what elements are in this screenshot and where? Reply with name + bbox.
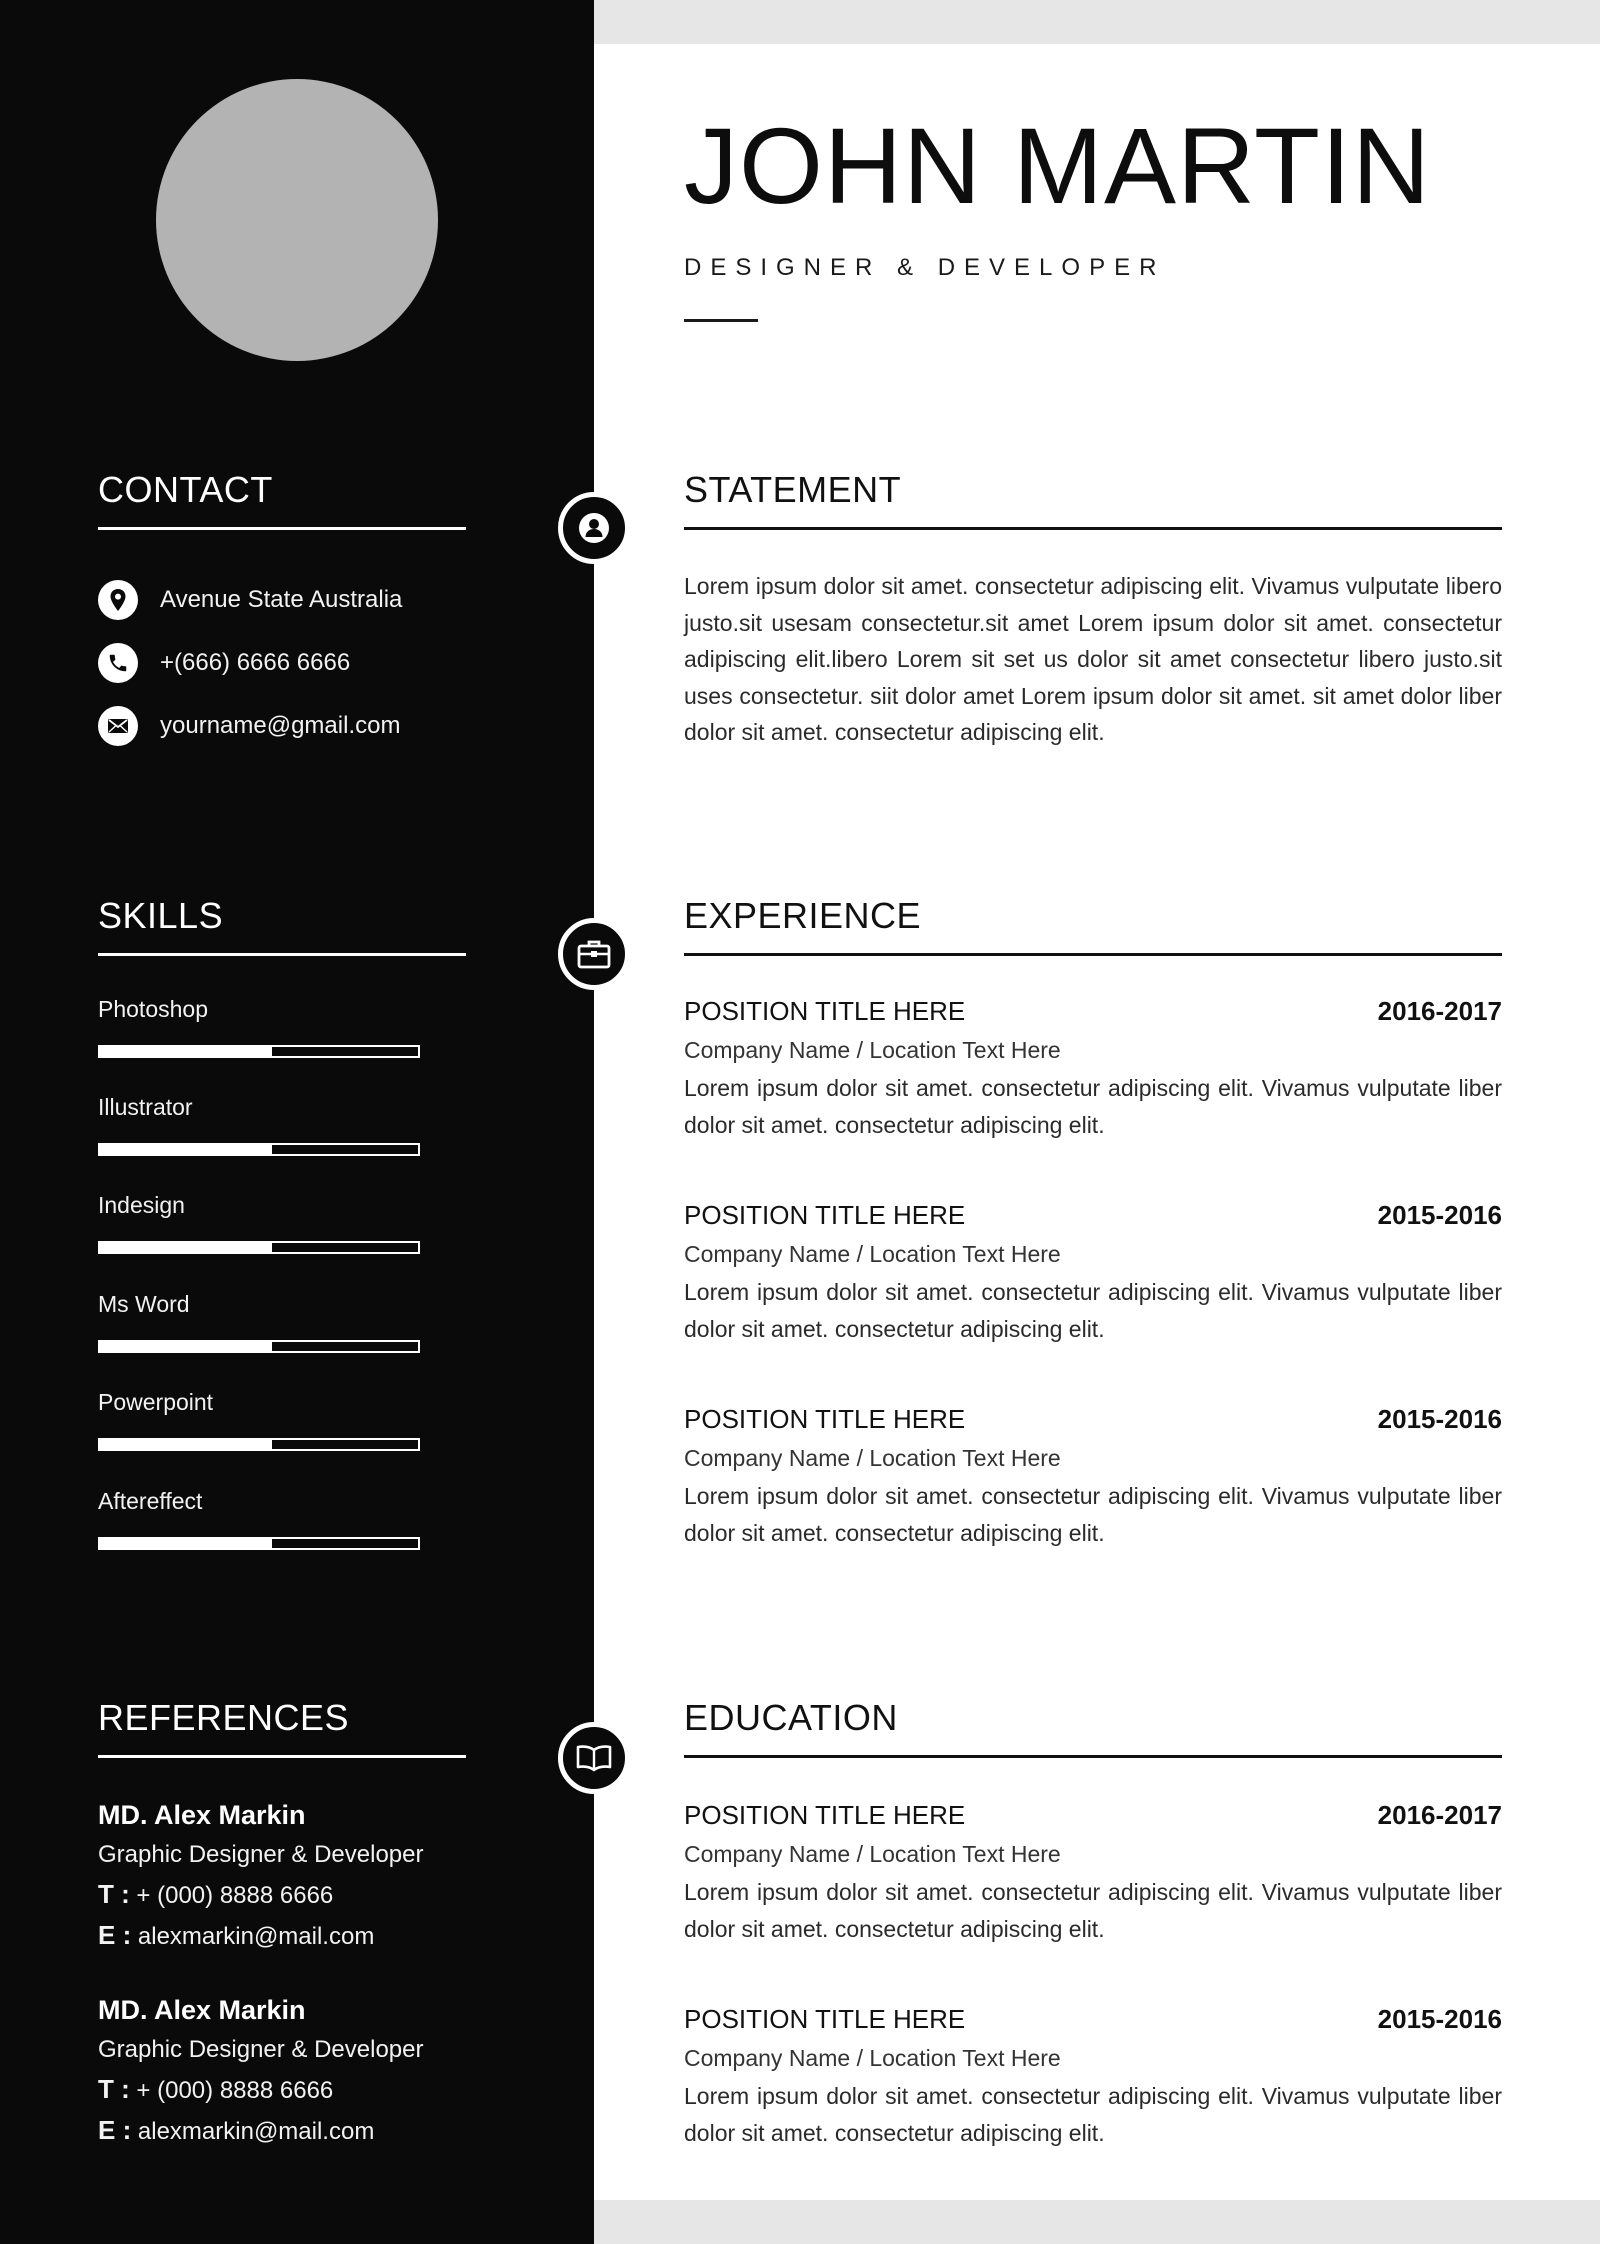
reference-email <box>98 1920 538 1951</box>
education-entry <box>684 2004 1502 2151</box>
entry-description: Lorem ipsum dolor sit amet. consectetur adipiscing elit. Vivamus vulputate liber dolor sit amet. consectetur adipiscing elit. <box>684 1483 1502 1546</box>
statement-heading: STATEMENT <box>684 469 1502 530</box>
entry-description: Lorem ipsum dolor sit amet. consectetur adipiscing elit. Vivamus vulputate liber dolor sit amet. consectetur adipiscing elit. <box>684 2083 1502 2146</box>
skill-name: Photoshop <box>98 996 208 1022</box>
bottom-margin-strip <box>594 2200 1600 2244</box>
contact-phone <box>98 643 350 683</box>
entry-company: Company Name / Location Text Here <box>684 1841 1061 1867</box>
reference-phone-label: T : <box>98 1879 130 1909</box>
contact-phone-text: +(666) 6666 6666 <box>160 649 351 676</box>
reference-phone <box>98 1879 538 1910</box>
skill-bar <box>98 1340 420 1353</box>
experience-heading: EXPERIENCE <box>684 895 1502 956</box>
entry-title: POSITION TITLE HERE <box>684 1200 966 1230</box>
briefcase-icon <box>577 939 611 969</box>
reference-phone-value: + (000) 8888 6666 <box>129 1882 334 1909</box>
skill-item <box>98 1291 420 1353</box>
reference-email-label: E : <box>98 2115 132 2145</box>
entry-description: Lorem ipsum dolor sit amet. consectetur adipiscing elit. Vivamus vulputate liber dolor sit amet. consectetur adipiscing elit. <box>684 1879 1502 1942</box>
phone-icon <box>98 643 138 683</box>
entry-title: POSITION TITLE HERE <box>684 1404 966 1434</box>
person-icon <box>578 512 610 544</box>
email-icon <box>98 706 138 746</box>
header-divider <box>684 319 758 322</box>
statement-text: Lorem ipsum dolor sit amet. consectetur adipiscing elit. Vivamus vulputate libero justo.sit usesam consectetur.sit amet Lorem ipsum dolor sit amet. consectetur adipiscing elit.libero Lorem sit set us dolor sit amet consectetur libero justo.sit uses consectetur. siit dolor amet Lorem ipsum dolor sit amet. sit amet dolor liber dolor sit amet. consectetur adipiscing elit. <box>684 573 1502 745</box>
reference-item <box>98 1800 538 1951</box>
entry-year: 2015-2016 <box>1377 2004 1502 2034</box>
contact-email <box>98 706 400 746</box>
reference-role: Graphic Designer & Developer <box>98 2036 424 2063</box>
skill-name: Powerpoint <box>98 1389 214 1415</box>
entry-title: POSITION TITLE HERE <box>684 996 966 1026</box>
experience-entry <box>684 1200 1502 1347</box>
contact-address-text: Avenue State Australia <box>160 586 403 613</box>
contact-email-text: yourname@gmail.com <box>160 712 401 739</box>
location-pin-icon <box>98 580 138 620</box>
reference-item <box>98 1995 538 2146</box>
skill-name: Aftereffect <box>98 1488 203 1514</box>
profile-photo-placeholder <box>156 79 438 361</box>
entry-company: Company Name / Location Text Here <box>684 2045 1061 2071</box>
skill-bar <box>98 1045 420 1058</box>
skills-heading: SKILLS <box>98 895 466 956</box>
reference-name: MD. Alex Markin <box>98 1800 306 1830</box>
entry-year: 2016-2017 <box>1377 996 1502 1026</box>
skill-bar-fill <box>100 1440 272 1449</box>
experience-section-icon <box>558 918 630 990</box>
entry-year: 2015-2016 <box>1377 1404 1502 1434</box>
skill-bar-fill <box>100 1243 272 1252</box>
statement-section-icon <box>558 492 630 564</box>
skill-bar-fill <box>100 1342 272 1351</box>
skill-bar <box>98 1143 420 1156</box>
person-title: DESIGNER & DEVELOPER <box>684 254 1166 281</box>
education-section-icon <box>558 1722 630 1794</box>
experience-entry <box>684 996 1502 1143</box>
skill-item <box>98 1192 420 1254</box>
education-entry <box>684 1800 1502 1947</box>
contact-heading: CONTACT <box>98 469 466 530</box>
reference-phone-value: + (000) 8888 6666 <box>129 2077 334 2104</box>
skill-name: Illustrator <box>98 1094 193 1120</box>
entry-description: Lorem ipsum dolor sit amet. consectetur adipiscing elit. Vivamus vulputate liber dolor sit amet. consectetur adipiscing elit. <box>684 1075 1502 1138</box>
reference-role: Graphic Designer & Developer <box>98 1841 424 1868</box>
reference-email <box>98 2115 538 2146</box>
skill-bar-fill <box>100 1539 272 1548</box>
entry-description: Lorem ipsum dolor sit amet. consectetur adipiscing elit. Vivamus vulputate liber dolor sit amet. consectetur adipiscing elit. <box>684 1279 1502 1342</box>
experience-entry <box>684 1404 1502 1551</box>
skill-bar <box>98 1537 420 1550</box>
reference-email-value: alexmarkin@mail.com <box>131 2118 375 2145</box>
skill-bar-fill <box>100 1047 272 1056</box>
entry-year: 2016-2017 <box>1377 1800 1502 1830</box>
skill-bar-fill <box>100 1145 272 1154</box>
open-book-icon <box>576 1744 612 1772</box>
skill-bar <box>98 1241 420 1254</box>
skill-name: Ms Word <box>98 1291 190 1317</box>
entry-company: Company Name / Location Text Here <box>684 1037 1061 1063</box>
entry-company: Company Name / Location Text Here <box>684 1445 1061 1471</box>
person-name: JOHN MARTIN <box>684 105 1432 226</box>
reference-email-label: E : <box>98 1920 132 1950</box>
entry-title: POSITION TITLE HERE <box>684 1800 966 1830</box>
skill-item <box>98 996 420 1058</box>
skill-item <box>98 1389 420 1451</box>
skill-bar <box>98 1438 420 1451</box>
reference-phone <box>98 2074 538 2105</box>
reference-email-value: alexmarkin@mail.com <box>131 1923 375 1950</box>
contact-address <box>98 580 402 620</box>
skill-name: Indesign <box>98 1192 185 1218</box>
skill-item <box>98 1488 420 1550</box>
reference-name: MD. Alex Markin <box>98 1995 306 2025</box>
entry-title: POSITION TITLE HERE <box>684 2004 966 2034</box>
references-heading: REFERENCES <box>98 1697 466 1758</box>
top-margin-strip <box>594 0 1600 44</box>
education-heading: EDUCATION <box>684 1697 1502 1758</box>
sidebar <box>0 0 594 2244</box>
reference-phone-label: T : <box>98 2074 130 2104</box>
skill-item <box>98 1094 420 1156</box>
entry-year: 2015-2016 <box>1377 1200 1502 1230</box>
entry-company: Company Name / Location Text Here <box>684 1241 1061 1267</box>
